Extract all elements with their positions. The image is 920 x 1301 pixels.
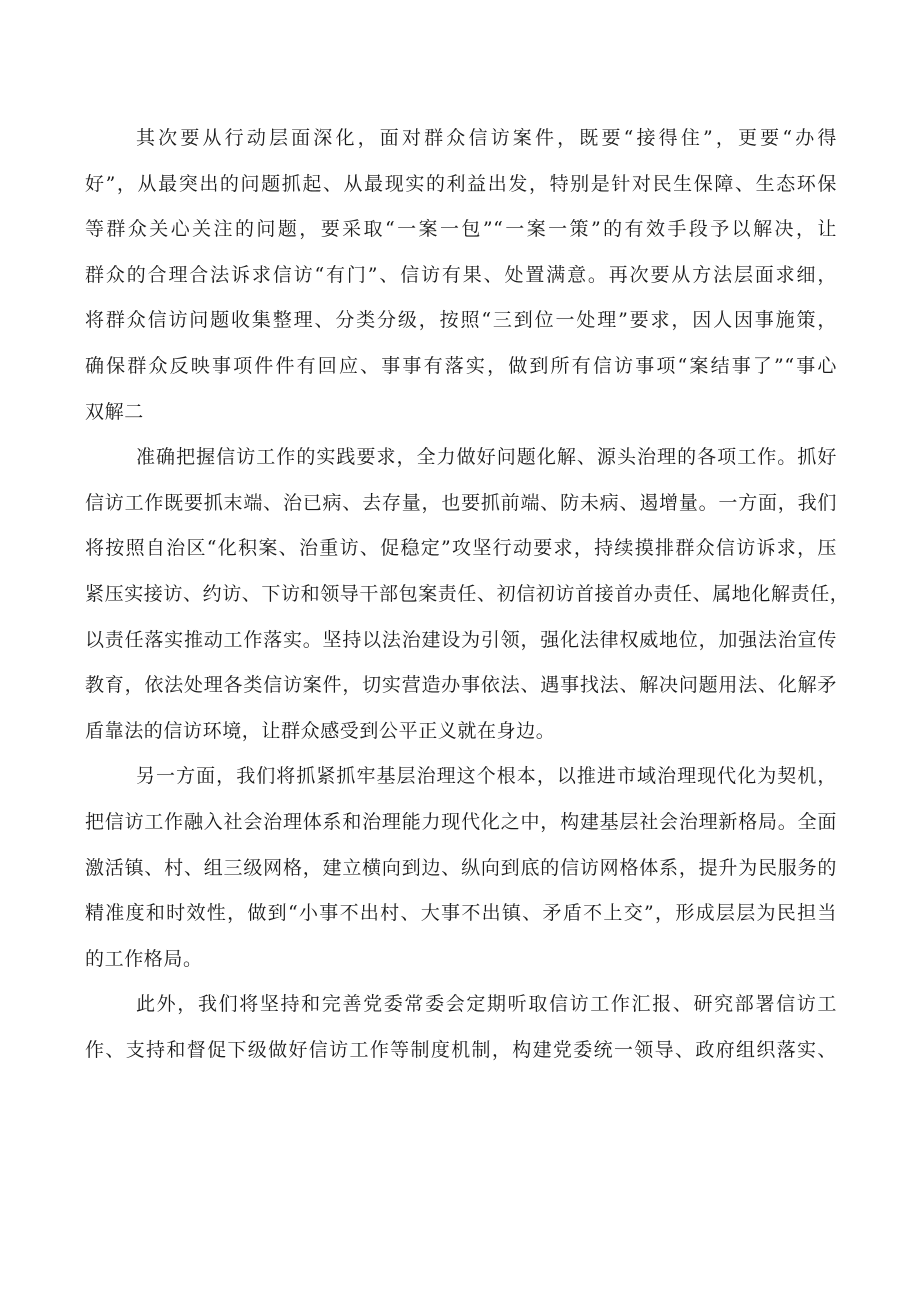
- text-line: 的工作格局。: [85, 947, 203, 970]
- text-line: 将群众信访问题收集整理、分类分级，按照“三到位一处理”要求，因人因事施策，: [85, 309, 837, 332]
- text-line: 此外，我们将坚持和完善党委常委会定期听取信访工作汇报、研究部署信访工: [136, 993, 837, 1016]
- text-line: 紧压实接访、约访、下访和领导干部包案责任、初信初访首接首办责任、属地化解责任，: [85, 582, 850, 605]
- text-line: 教育，依法处理各类信访案件，切实营造办事依法、遇事找法、解决问题用法、化解矛: [85, 674, 837, 697]
- text-line: 把信访工作融入社会治理体系和治理能力现代化之中，构建基层社会治理新格局。全面: [85, 810, 837, 833]
- text-line: 双解二: [85, 400, 144, 423]
- text-line: 以责任落实推动工作落实。坚持以法治建设为引领，强化法律权威地位，加强法治宣传: [85, 628, 837, 651]
- text-line: 作、支持和督促下级做好信访工作等制度机制，构建党委统一领导、政府组织落实、: [85, 1038, 837, 1061]
- paragraph-3: [85, 754, 837, 982]
- paragraph-4: [85, 982, 837, 1073]
- text-line: 群众的合理合法诉求信访“有门”、信访有果、处置满意。再次要从方法层面求细，: [85, 263, 837, 286]
- text-line: 其次要从行动层面深化，面对群众信访案件，既要“接得住”，更要“办得: [136, 127, 837, 149]
- text-line: 信访工作既要抓末端、治已病、去存量，也要抓前端、防未病、遏增量。一方面，我们: [85, 491, 837, 514]
- text-line: 好”，从最突出的问题抓起、从最现实的利益出发，特别是针对民生保障、生态环保: [85, 172, 837, 195]
- text-line: 确保群众反映事项件件有回应、事事有落实，做到所有信访事项“案结事了”“事心: [85, 354, 837, 377]
- text-line: 将按照自治区“化积案、治重访、促稳定”攻坚行动要求，持续摸排群众信访诉求，压: [85, 537, 837, 560]
- text-line: 激活镇、村、组三级网格，建立横向到边、纵向到底的信访网格体系，提升为民服务的: [85, 856, 837, 879]
- text-line: 另一方面，我们将抓紧抓牢基层治理这个根本，以推进市域治理现代化为契机，: [136, 765, 837, 788]
- paragraph-2: [85, 435, 850, 754]
- document-body: [85, 116, 850, 1073]
- paragraph-1: [85, 116, 837, 435]
- text-line: 等群众关心关注的问题，要采取“一案一包”“一案一策”的有效手段予以解决，让: [85, 218, 837, 241]
- text-line: 精准度和时效性，做到“小事不出村、大事不出镇、矛盾不上交”，形成层层为民担当: [85, 902, 837, 925]
- text-line: 盾靠法的信访环境，让群众感受到公平正义就在身边。: [85, 719, 556, 742]
- text-line: 准确把握信访工作的实践要求，全力做好问题化解、源头治理的各项工作。抓好: [136, 446, 837, 469]
